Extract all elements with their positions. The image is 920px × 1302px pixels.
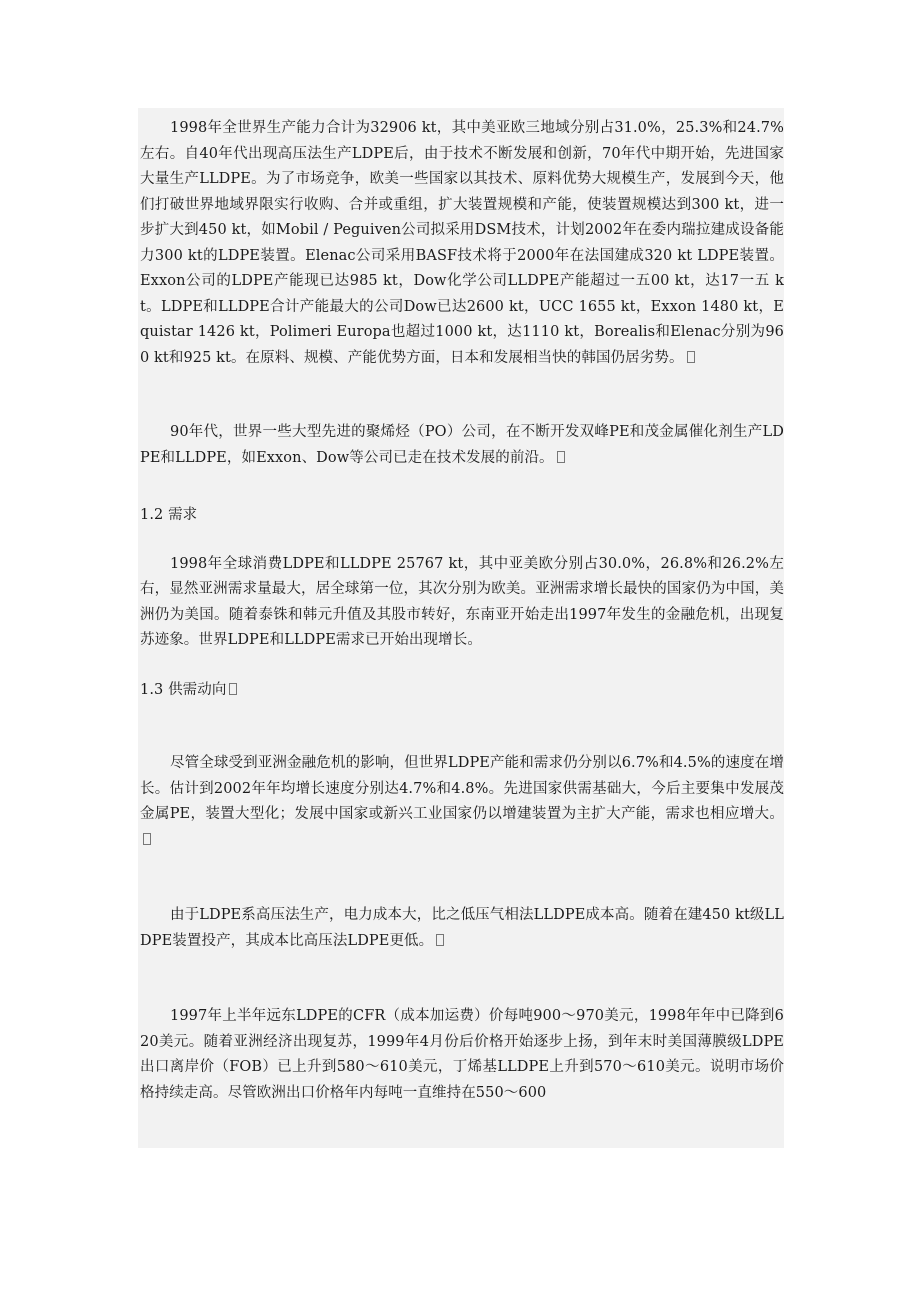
section-heading-demand: 1.2 需求 [140, 507, 198, 523]
placeholder-box-icon [143, 833, 151, 845]
paragraph-growth [140, 751, 784, 853]
placeholder-box-icon [557, 451, 565, 463]
section-heading-supply-demand-text: 1.3 供需动向 [140, 681, 227, 698]
placeholder-box-icon [687, 351, 695, 363]
paragraph-growth-text: 尽管全球受到亚洲金融危机的影响，但世界LDPE产能和需求仍分别以6.7%和4.5%的速度在增长。估计到2002年年均增长速度分别达4.7%和4.8%。先进国家供需基础大，今后主要集中发展茂金属PE，装置大型化；发展中国家或新兴工业国家仍以增建装置为主扩大产能，需求也相应增大。 [140, 755, 784, 822]
document-body [138, 116, 784, 1106]
paragraph-capacity-text: 1998年全世界生产能力合计为32906 kt，其中美亚欧三地域分别占31.0%，25.3%和24.7%左右。自40年代出现高压法生产LDPE后，由于技术不断发展和创新，70年代中期开始，先进国家大量生产LLDPE。为了市场竞争，欧美一些国家以其技术、原料优势大规模生产，发展到今天，他们打破世界地域界限实行收购、合并或重组，扩大装置规模和产能，使装置规模达到300 kt，进一步扩大到450 kt，如Mobil / Peguiven公司拟采用DSM技术，计划2002年在委内瑞拉建成设备能力300 kt的LDPE装置。Elenac公司采用BASF技术将于2000年在法国建成320 kt LDPE装置。Exxon公司的LDPE产能现已达985 kt，Dow化学公司LLDPE产能超过一五00 kt，达17一五 kt。LDPE和LLDPE合计产能最大的公司Dow已达2600 kt，UCC 1655 kt，Exxon 1480 kt，Equistar 1426 kt，Polimeri Europa也超过1000 kt，达1110 kt，Borealis和Elenac分别为960 kt和925 kt。在原料、规模、产能优势方面，日本和发展相当快的韩国仍居劣势。 [140, 120, 784, 366]
paragraph-cost-text: 由于LDPE系高压法生产，电力成本大，比之低压气相法LLDPE成本高。随着在建450 kt级LLDPE装置投产，其成本比高压法LDPE更低。 [140, 907, 784, 949]
document-page [138, 108, 784, 1148]
paragraph-demand: 1998年全球消费LDPE和LLDPE 25767 kt，其中亚美欧分别占30.0%，26.8%和26.2%左右，显然亚洲需求量最大，居全球第一位，其次分别为欧美。亚洲需求增长最快的国家仍为中国，美洲仍为美国。随着泰铢和韩元升值及其股市转好，东南亚开始走出1997年发生的金融危机，出现复苏迹象。世界LDPE和LLDPE需求已开始出现增长。 [140, 555, 784, 648]
section-heading-supply-demand [140, 678, 784, 704]
paragraph-cost [140, 903, 784, 954]
paragraph-capacity [140, 116, 784, 371]
paragraph-price: 1997年上半年远东LDPE的CFR（成本加运费）价每吨900～970美元，1998年年中已降到620美元。随着亚洲经济出现复苏，1999年4月份后价格开始逐步上扬，到年末时美国薄膜级LDPE出口离岸价（FOB）已上升到580～610美元，丁烯基LLDPE上升到570～610美元。说明市场价格持续走高。尽管欧洲出口价格年内每吨一直维持在550～600 [140, 1008, 784, 1101]
placeholder-box-icon [436, 934, 444, 946]
placeholder-box-icon [229, 683, 237, 695]
paragraph-technology-text: 90年代，世界一些大型先进的聚烯烃（PO）公司，在不断开发双峰PE和茂金属催化剂生产LDPE和LLDPE，如Exxon、Dow等公司已走在技术发展的前沿。 [140, 424, 784, 466]
paragraph-technology [140, 420, 784, 471]
